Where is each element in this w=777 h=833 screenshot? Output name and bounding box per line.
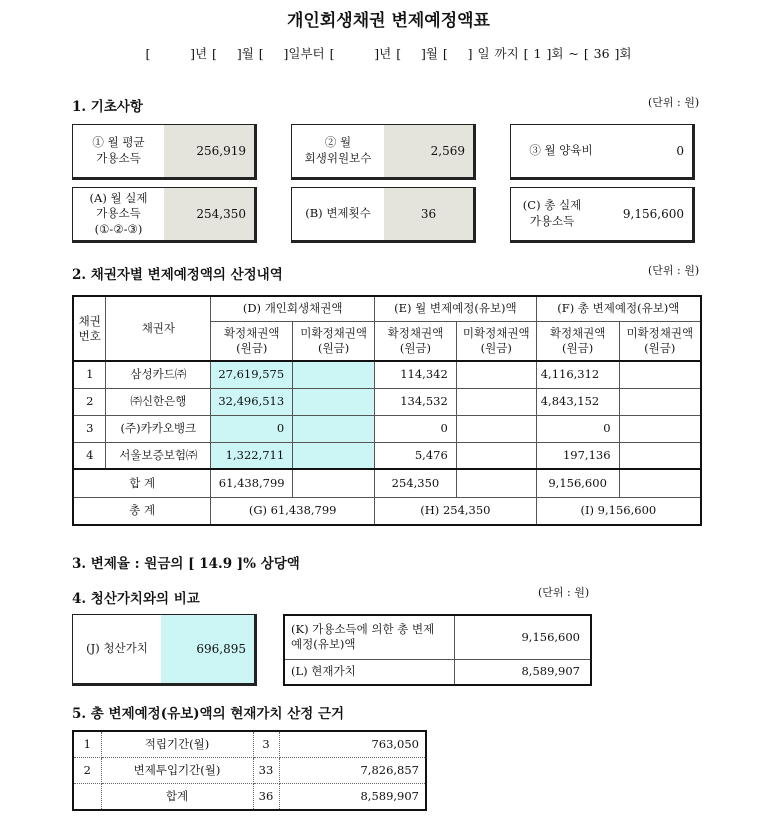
row-e-unconfirmed (456, 442, 536, 469)
row-f-unconfirmed (619, 415, 701, 442)
row-f-confirmed: 0 (536, 415, 619, 442)
actual-income-label: (A) 월 실제 가용소득 (①-②-③) (89, 190, 148, 236)
section3-heading: 3. 변제율 : 원금의 [ 14.9 ]% 상당액 (72, 556, 300, 572)
l-value: 8,589,907 (454, 659, 591, 685)
pv-row-no: 2 (73, 757, 101, 783)
table-row (73, 361, 701, 388)
row-f-unconfirmed (619, 388, 701, 415)
trustee-fee-value: 2,569 (384, 125, 473, 177)
row-f-confirmed: 197,136 (536, 442, 619, 469)
subtotal-e-confirmed: 254,350 (375, 469, 457, 497)
subtotal-f-unconfirmed (619, 469, 701, 497)
child-support-value: 0 (676, 144, 684, 158)
l-label: (L) 현재가치 (284, 659, 454, 685)
row-d-confirmed: 1,322,711 (211, 442, 293, 469)
row-f-unconfirmed (619, 361, 701, 388)
row-e-unconfirmed (456, 415, 536, 442)
total-row (73, 497, 701, 525)
header-creditor: 채권자 (106, 296, 211, 361)
child-support-box (510, 124, 695, 180)
actual-income-box (72, 187, 257, 243)
pv-row-no: 1 (73, 731, 101, 757)
total-income-value: 9,156,600 (622, 207, 684, 221)
repay-count-value: 36 (384, 188, 473, 240)
child-support-label: ③ 월 양육비 (529, 143, 593, 158)
subtotal-label: 합 계 (73, 469, 211, 497)
section5-heading: 5. 총 변제예정(유보)액의 현재가치 산정 근거 (72, 706, 345, 722)
pv-row-months: 33 (253, 757, 279, 783)
row-e-confirmed: 0 (375, 415, 457, 442)
row-f-unconfirmed (619, 442, 701, 469)
row-d-confirmed: 27,619,575 (211, 361, 293, 388)
table-row (73, 442, 701, 469)
pv-row-months: 3 (253, 731, 279, 757)
total-h: (H) 254,350 (375, 497, 537, 525)
table-row (73, 757, 426, 783)
header-e-unconfirmed: 미확정채권액 (원금) (456, 321, 536, 361)
subtotal-e-unconfirmed (456, 469, 536, 497)
row-e-unconfirmed (456, 388, 536, 415)
header-f-unconfirmed: 미확정채권액 (원금) (619, 321, 701, 361)
unit-label-4: (단위 : 원) (538, 586, 590, 599)
k-label: (K) 가용소득에 의한 총 변제 예정(유보)액 (284, 615, 454, 659)
header-d-unconfirmed: 미확정채권액 (원금) (293, 321, 375, 361)
unit-label-2: (단위 : 원) (648, 264, 700, 277)
subtotal-row (73, 469, 701, 497)
repayment-period: [ ]년 [ ]월 [ ]일부터 [ ]년 [ ]월 [ ] 일 까지 [ 1 ]회 ~ [ 36 ]회 (145, 46, 632, 61)
section2-heading: 2. 채권자별 변제예정액의 산정내역 (72, 267, 283, 283)
row-creditor: 삼성카드㈜ (106, 361, 211, 388)
header-f-confirmed: 확정채권액 (원금) (536, 321, 619, 361)
subtotal-d-confirmed: 61,438,799 (211, 469, 293, 497)
section1-heading: 1. 기초사항 (72, 99, 143, 115)
header-e-confirmed: 확정채권액 (원금) (375, 321, 457, 361)
total-i: (I) 9,156,600 (536, 497, 701, 525)
table-row (73, 415, 701, 442)
subtotal-f-confirmed: 9,156,600 (536, 469, 619, 497)
pv-row-amount: 7,826,857 (279, 757, 426, 783)
row-no: 3 (73, 415, 106, 442)
row-creditor: ㈜신한은행 (106, 388, 211, 415)
row-no: 4 (73, 442, 106, 469)
pv-row-label: 합계 (101, 783, 253, 810)
liquidation-comparison-table (283, 614, 592, 686)
total-g: (G) 61,438,799 (211, 497, 375, 525)
row-d-unconfirmed (293, 415, 375, 442)
total-label: 총 계 (73, 497, 211, 525)
total-income-label: (C) 총 실제 가용소득 (522, 198, 582, 228)
row-e-confirmed: 5,476 (375, 442, 457, 469)
liquidation-label: (J) 청산가치 (86, 641, 148, 656)
row-d-unconfirmed (293, 361, 375, 388)
present-value-table (72, 730, 427, 811)
total-income-box (510, 187, 695, 243)
header-group-e: (E) 월 변제예정(유보)액 (375, 296, 537, 321)
page-title: 개인회생채권 변제예정액표 (287, 11, 490, 31)
header-no: 채권 번호 (73, 296, 106, 361)
trustee-fee-label: ② 월 회생위원보수 (304, 135, 372, 165)
pv-row-months: 36 (253, 783, 279, 810)
header-d-confirmed: 확정채권액 (원금) (211, 321, 293, 361)
avg-income-value: 256,919 (164, 125, 254, 177)
repay-count-label: (B) 변제횟수 (305, 206, 371, 221)
liquidation-value: 696,895 (161, 615, 254, 683)
row-d-confirmed: 32,496,513 (211, 388, 293, 415)
row-no: 1 (73, 361, 106, 388)
actual-income-value: 254,350 (164, 188, 254, 240)
row-d-unconfirmed (293, 388, 375, 415)
row-f-confirmed: 4,116,312 (536, 361, 619, 388)
row-d-confirmed: 0 (211, 415, 293, 442)
pv-row-amount: 763,050 (279, 731, 426, 757)
avg-income-box (72, 124, 257, 180)
trustee-fee-box (291, 124, 476, 180)
table-row (73, 783, 426, 810)
creditor-repayment-table (72, 295, 702, 526)
subtotal-d-unconfirmed (293, 469, 375, 497)
section4-heading: 4. 청산가치와의 비교 (72, 591, 200, 607)
header-group-d: (D) 개인회생채권액 (211, 296, 375, 321)
table-row (73, 388, 701, 415)
unit-label-1: (단위 : 원) (648, 96, 700, 109)
row-creditor: (주)카카오뱅크 (106, 415, 211, 442)
pv-row-no (73, 783, 101, 810)
avg-income-label: ① 월 평균 가용소득 (92, 135, 145, 165)
pv-row-label: 변제투입기간(월) (101, 757, 253, 783)
repay-count-box (291, 187, 476, 243)
pv-row-label: 적립기간(월) (101, 731, 253, 757)
header-group-f: (F) 총 변제예정(유보)액 (536, 296, 701, 321)
row-creditor: 서울보증보험㈜ (106, 442, 211, 469)
row-d-unconfirmed (293, 442, 375, 469)
liquidation-box (72, 614, 257, 686)
pv-row-amount: 8,589,907 (279, 783, 426, 810)
row-e-confirmed: 134,532 (375, 388, 457, 415)
k-value: 9,156,600 (454, 615, 591, 659)
row-f-confirmed: 4,843,152 (536, 388, 619, 415)
table-row (73, 731, 426, 757)
row-e-unconfirmed (456, 361, 536, 388)
row-no: 2 (73, 388, 106, 415)
row-e-confirmed: 114,342 (375, 361, 457, 388)
